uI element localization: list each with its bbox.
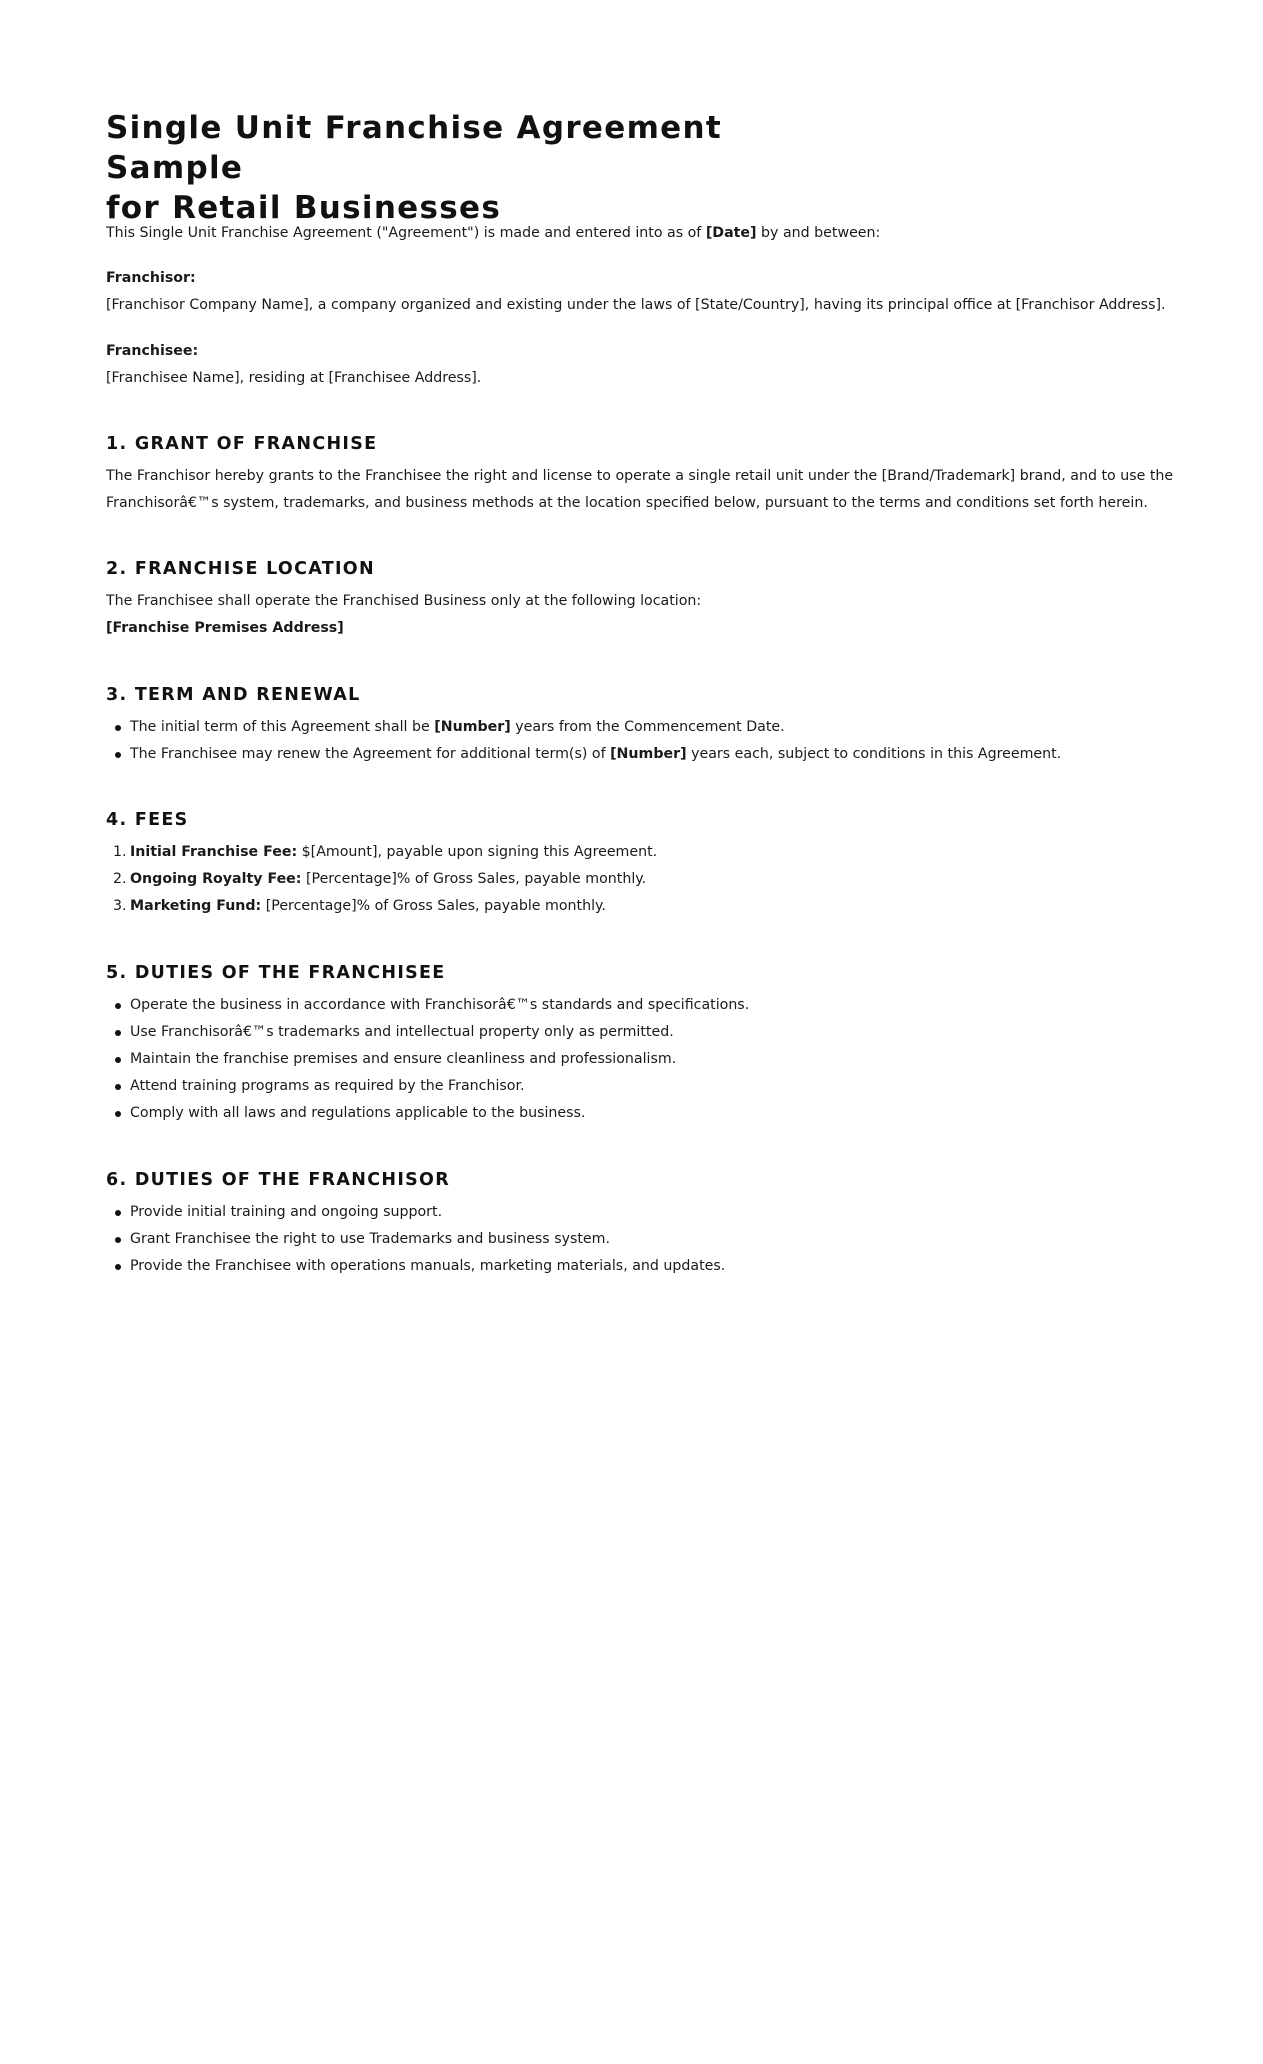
fee-label: Initial Franchise Fee: (130, 844, 298, 860)
document-title-line1: Single Unit Franchise Agreement Sample (106, 110, 722, 186)
list-item (106, 714, 1061, 741)
list-number: 1. (113, 844, 127, 860)
intro-text: This Single Unit Franchise Agreement ("Agreement") is made and entered into as of (106, 225, 706, 241)
list-number: 3. (113, 898, 127, 914)
list-item: Attend training programs as required by the Franchisor. (106, 1073, 749, 1100)
number-placeholder: [Number] (434, 719, 511, 735)
list-item: Provide initial training and ongoing support. (106, 1199, 725, 1226)
list-item (106, 866, 657, 893)
grant-text-line2: Franchisorâ€™s system, trademarks, and business methods at the location specified below, pursuant to the terms and conditions set forth herein. (106, 495, 1148, 511)
grant-text-line1: The Franchisor hereby grants to the Franchisee the right and license to operate a single retail unit under the [Brand/Trademark] brand, and to use the (106, 468, 1174, 484)
list-item-text: years from the Commencement Date. (510, 719, 785, 735)
franchisee-details: [Franchisee Name], residing at [Franchisee Address]. (106, 370, 482, 386)
date-placeholder: [Date] (705, 225, 757, 241)
term-list (106, 714, 1061, 768)
section-heading-grant: 1. GRANT OF FRANCHISE (106, 434, 378, 454)
fee-text: $[Amount], payable upon signing this Agreement. (297, 844, 658, 860)
intro-paragraph (106, 220, 880, 247)
list-item: Use Franchisorâ€™s trademarks and intellectual property only as permitted. (106, 1019, 749, 1046)
fee-text: [Percentage]% of Gross Sales, payable monthly. (261, 898, 606, 914)
list-item: Comply with all laws and regulations applicable to the business. (106, 1100, 749, 1127)
franchisee-duties-list (106, 992, 749, 1127)
list-item-text: The Franchisee may renew the Agreement for additional term(s) of (130, 746, 611, 762)
number-placeholder: [Number] (610, 746, 687, 762)
location-text: The Franchisee shall operate the Franchised Business only at the following location: (106, 593, 702, 609)
section-heading-fees: 4. FEES (106, 810, 189, 830)
fees-list (106, 839, 657, 920)
list-item: Maintain the franchise premises and ensure cleanliness and professionalism. (106, 1046, 749, 1073)
franchisor-details: [Franchisor Company Name], a company organized and existing under the laws of [State/Country], having its principal office at [Franchisor Address]. (106, 297, 1166, 313)
list-item (106, 741, 1061, 768)
fee-label: Marketing Fund: (130, 898, 262, 914)
list-item: Operate the business in accordance with Franchisorâ€™s standards and specifications. (106, 992, 749, 1019)
franchisor-label-text: Franchisor: (106, 270, 196, 286)
franchisee-label (106, 338, 198, 365)
franchisor-label (106, 265, 196, 292)
list-item (106, 893, 657, 920)
premises-address-placeholder: [Franchise Premises Address] (106, 620, 344, 636)
franchisor-duties-list (106, 1199, 725, 1280)
list-item (106, 839, 657, 866)
document-title-line2: for Retail Businesses (106, 190, 502, 226)
section-heading-term: 3. TERM AND RENEWAL (106, 685, 361, 705)
list-number: 2. (113, 871, 127, 887)
list-item: Grant Franchisee the right to use Trademarks and business system. (106, 1226, 725, 1253)
section-heading-location: 2. FRANCHISE LOCATION (106, 559, 375, 579)
list-item-text: The initial term of this Agreement shall be (130, 719, 435, 735)
franchisee-label-text: Franchisee: (106, 343, 199, 359)
document-title (106, 108, 866, 228)
section-heading-franchisor-duties: 6. DUTIES OF THE FRANCHISOR (106, 1170, 450, 1190)
section-heading-franchisee-duties: 5. DUTIES OF THE FRANCHISEE (106, 963, 446, 983)
intro-text-end: by and between: (756, 225, 881, 241)
fee-text: [Percentage]% of Gross Sales, payable monthly. (301, 871, 647, 887)
list-item-text: years each, subject to conditions in this Agreement. (686, 746, 1062, 762)
fee-label: Ongoing Royalty Fee: (130, 871, 302, 887)
location-address (106, 615, 344, 642)
list-item: Provide the Franchisee with operations manuals, marketing materials, and updates. (106, 1253, 725, 1280)
